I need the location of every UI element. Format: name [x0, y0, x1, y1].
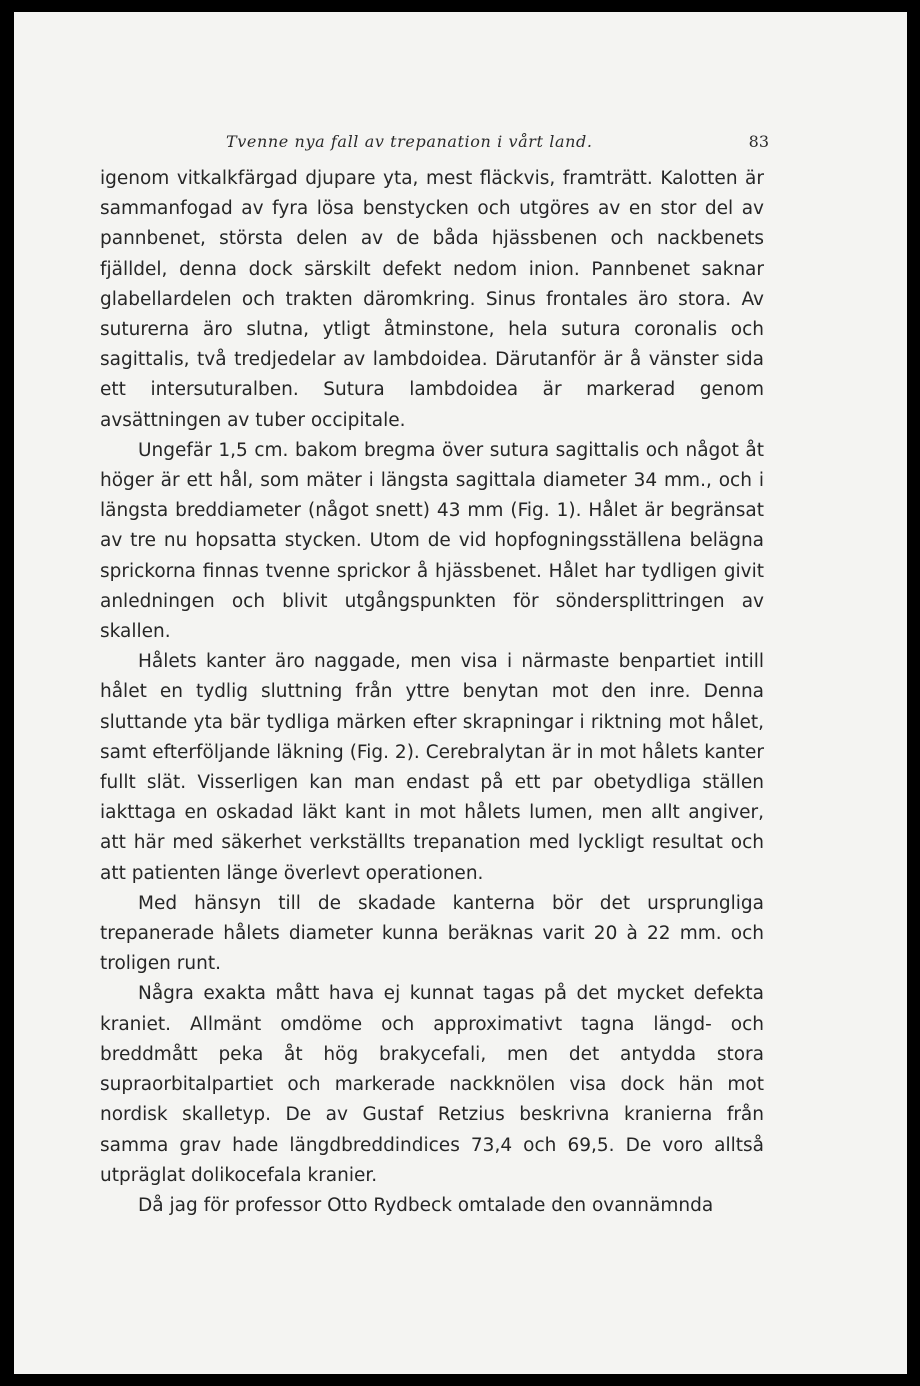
- body-text: [100, 164, 764, 1221]
- page-header: [14, 132, 907, 158]
- paragraph-5: Några exakta mått hava ej kunnat tagas på det mycket defekta kraniet. Allmänt omdöme och approximativt tagna längd- och breddmått peka åt hög brakycefali, men det antydda stora supraorbitalpartiet och markerade nackknölen visa dock hän mot nordisk skalletyp. De av Gustaf Retzius beskrivna kranierna från samma grav hade längdbreddindices 73,4 och 69,5. De voro alltså utpräglat dolikocefala kranier.: [100, 983, 764, 1186]
- paragraph-4: Med hänsyn till de skadade kanterna bör det ursprungliga trepanerade hålets diameter kunna beräknas varit 20 à 22 mm. och troligen runt.: [100, 892, 764, 975]
- paragraph-3: Hålets kanter äro naggade, men visa i närmaste benpartiet intill hålet en tydlig sluttning från yttre benytan mot den inre. Denna sluttande yta bär tydliga märken efter skrapningar i riktning mot hålet, samt efterföljande läkning (Fig. 2). Cerebralytan är in mot hålets kanter fullt slät. Visserligen kan man endast på ett par obetydliga ställen iakttaga en oskadad läkt kant in mot hålets lumen, men allt angiver, att här med säkerhet verkställts trepanation med lyckligt resultat och att patienten länge överlevt operationen.: [100, 651, 764, 884]
- page-number: 83: [748, 132, 769, 151]
- paragraph-2: Ungefär 1,5 cm. bakom bregma över sutura sagittalis och något åt höger är ett hål, som mäter i längsta sagittala diameter 34 mm., och i längsta breddiameter (något snett) 43 mm (Fig. 1). Hålet är begränsat av tre nu hopsatta stycken. Utom de vid hopfogningsställena belägna sprickorna finnas tvenne sprickor å hjässbenet. Hålet har tydligen givit anledningen och blivit utgångspunkten för söndersplittringen av skallen.: [100, 439, 764, 643]
- scanned-page: [14, 12, 907, 1374]
- paragraph-6: Då jag för professor Otto Rydbeck omtalade den ovannämnda: [138, 1194, 714, 1216]
- running-title: Tvenne nya fall av trepanation i vårt land.: [226, 132, 593, 151]
- paragraph-1: igenom vitkalkfärgad djupare yta, mest fläckvis, framträtt. Kalotten är sammanfogad av fyra lösa benstycken och utgöres av en stor del av pannbenet, största delen av de båda hjässbenen och nackbenets fjälldel, denna dock särskilt defekt nedom inion. Pannbenet saknar glabellardelen och trakten däromkring. Sinus frontales äro stora. Av suturerna äro slutna, ytligt åtminstone, hela sutura coronalis och sagittalis, två tredjedelar av lambdoidea. Därutanför är å vänster sida ett intersuturalben. Sutura lambdoidea är markerad genom avsättningen av tuber occipitale.: [100, 168, 764, 431]
